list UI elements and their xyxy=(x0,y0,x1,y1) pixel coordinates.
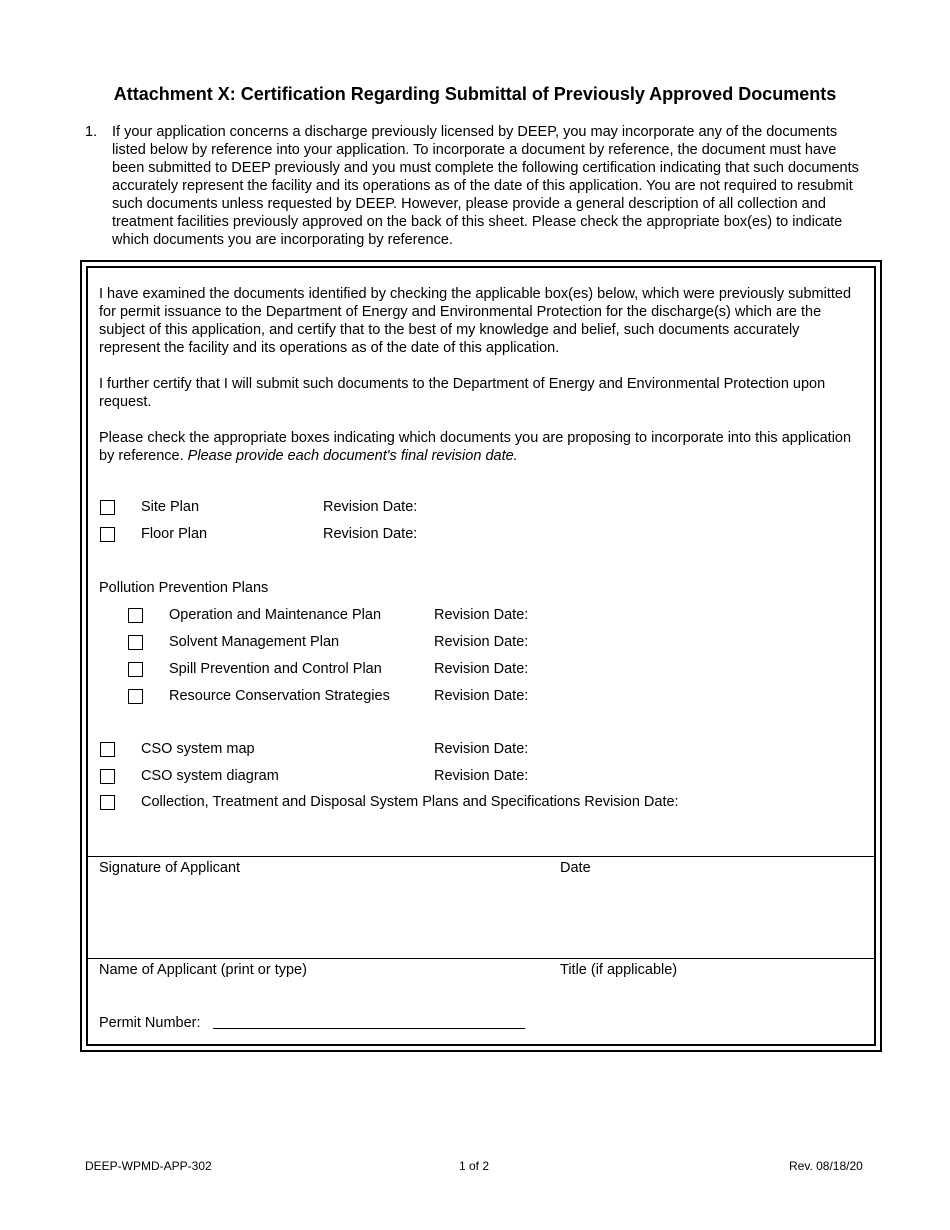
site-plan-checkbox[interactable] xyxy=(100,500,115,515)
site-plan-revision-date-label: Revision Date: xyxy=(323,499,418,515)
intro-instructions: If your application concerns a discharge previously licensed by DEEP, you may incorporate any of the documents listed below by reference into your application. To incorporate a document by reference, the document must have been submitted to DEEP previously and you must complete the following certification indicating that such documents accurately represent the facility and its operations as of the date of this application. You are not required to resubmit such documents unless requested by DEEP. However, please provide a general description of all collection and treatment facilities previously approved on the back of this sheet. Please check the appropriate box(es) to indicate which documents you are incorporating by reference. xyxy=(112,124,859,248)
cso-diagram-revision-date-label: Revision Date: xyxy=(434,768,529,784)
cso-diagram-checkbox[interactable] xyxy=(100,769,115,784)
site-plan-label: Site Plan xyxy=(141,499,200,515)
applicant-name-label: Name of Applicant (print or type) xyxy=(99,962,307,978)
om-plan-label: Operation and Maintenance Plan xyxy=(169,607,382,623)
certification-paragraph-3 xyxy=(99,429,859,465)
collection-plans-checkbox[interactable] xyxy=(100,795,115,810)
spill-plan-label: Spill Prevention and Control Plan xyxy=(169,661,382,677)
date-label: Date xyxy=(560,860,591,876)
name-divider xyxy=(88,958,874,959)
permit-number-field[interactable] xyxy=(213,1028,525,1029)
spill-plan-checkbox[interactable] xyxy=(128,662,143,677)
solvent-plan-revision-date-label: Revision Date: xyxy=(434,634,529,650)
resource-strategies-revision-date-label: Revision Date: xyxy=(434,688,529,704)
cso-map-checkbox[interactable] xyxy=(100,742,115,757)
floor-plan-revision-date-label: Revision Date: xyxy=(323,526,418,542)
signature-label: Signature of Applicant xyxy=(99,860,241,876)
solvent-plan-checkbox[interactable] xyxy=(128,635,143,650)
resource-strategies-checkbox[interactable] xyxy=(128,689,143,704)
revision-date: Rev. 08/18/20 xyxy=(789,1159,863,1173)
resource-strategies-label: Resource Conservation Strategies xyxy=(169,688,390,704)
certification-paragraph-2: I further certify that I will submit such documents to the Department of Energy and Environmental Protection upon request. xyxy=(99,376,826,410)
floor-plan-checkbox[interactable] xyxy=(100,527,115,542)
spill-plan-revision-date-label: Revision Date: xyxy=(434,661,529,677)
cso-map-revision-date-label: Revision Date: xyxy=(434,741,529,757)
revision-date-instruction: Please provide each document's final revision date. xyxy=(187,448,518,464)
certification-paragraph-3-text: Please check the appropriate boxes indicating which documents you are proposing to incorporate into this application by reference. xyxy=(99,430,852,464)
cso-diagram-label: CSO system diagram xyxy=(141,768,279,784)
form-id: DEEP-WPMD-APP-302 xyxy=(85,1159,212,1173)
om-plan-revision-date-label: Revision Date: xyxy=(434,607,529,623)
intro-number: 1. xyxy=(85,124,98,140)
solvent-plan-label: Solvent Management Plan xyxy=(169,634,340,650)
signature-divider xyxy=(88,856,874,857)
page-title: Attachment X: Certification Regarding Submittal of Previously Approved Documents xyxy=(113,84,837,104)
cso-map-label: CSO system map xyxy=(141,741,255,757)
om-plan-checkbox[interactable] xyxy=(128,608,143,623)
permit-number-label: Permit Number: xyxy=(99,1015,201,1031)
pollution-prevention-header: Pollution Prevention Plans xyxy=(99,580,269,596)
collection-plans-label: Collection, Treatment and Disposal System Plans and Specifications Revision Date: xyxy=(141,794,679,810)
certification-box-inner xyxy=(86,266,876,1046)
floor-plan-label: Floor Plan xyxy=(141,526,208,542)
applicant-title-label: Title (if applicable) xyxy=(560,962,678,978)
page-number: 1 of 2 xyxy=(459,1159,490,1173)
certification-paragraph-1: I have examined the documents identified by checking the applicable box(es) below, which were previously submitted for permit issuance to the Department of Energy and Environmental Protection for the discharge(s) which are the subject of this application, and certify that to the best of my knowledge and belief, such documents accurately represent the facility and its operations as of the date of this application. xyxy=(99,286,852,356)
certification-box xyxy=(80,260,882,1052)
